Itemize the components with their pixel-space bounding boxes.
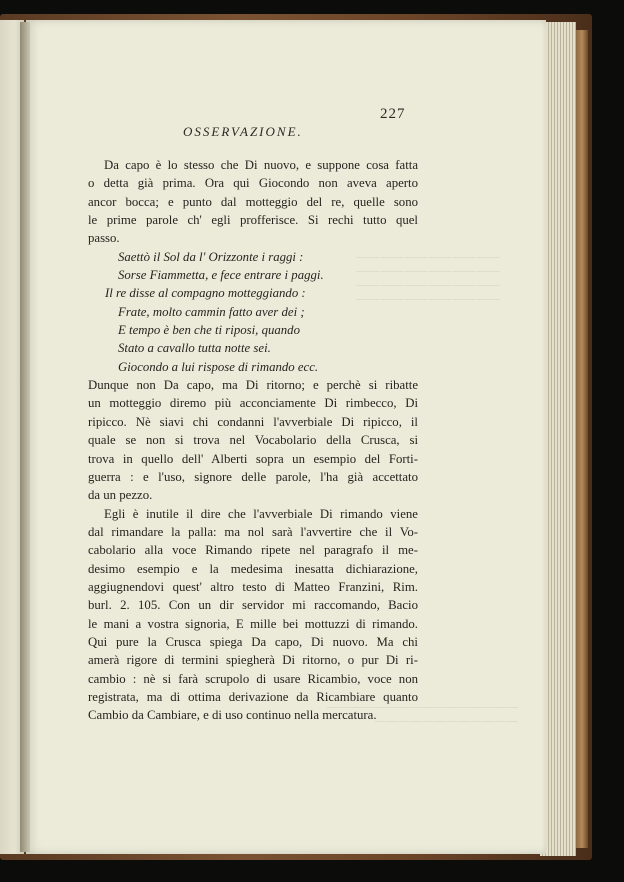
cover-edge	[576, 30, 588, 848]
verse-line: Saettò il Sol da l' Orizzonte i raggi :	[118, 249, 304, 264]
verse-line: Sorse Fiammetta, e fece entrare i paggi.	[118, 268, 324, 283]
paragraph-3-line: le mani a vostra signoria, E mille bei mottuzzi di rimando.	[88, 616, 418, 631]
show-through-text-bottom: ———————————————— ————————————	[326, 700, 518, 728]
paragraph-3-line: amerà rigore di termini spiegherà Di ritorno, o pur Di ri-	[88, 653, 418, 668]
paragraph-3-line: Cambio da Cambiare, e di uso continuo nella mercatura.	[88, 708, 377, 723]
verse-line: Il re disse al compagno motteggiando :	[105, 286, 306, 301]
paragraph-3-line: aggiugnendovi quest' altro testo di Matteo Franzini, Rim.	[88, 579, 418, 594]
paragraph-3-line: cambio : nè si farà scrupolo di usare Ricambio, voce non	[88, 671, 418, 686]
section-heading: OSSERVAZIONE.	[183, 124, 303, 139]
body-text	[88, 156, 418, 725]
verse-line: E tempo è ben che ti riposi, quando	[118, 323, 300, 338]
paragraph-1-line: le prime parole ch' egli profferisce. Si rechi tutto quel	[88, 213, 418, 228]
paragraph-2-line: Dunque non Da capo, ma Di ritorno; e perchè si ribatte	[88, 378, 418, 393]
paragraph-1-line: ancor bocca; e punto dal motteggio del re, quelle sono	[88, 194, 418, 209]
verse-line: Stato a cavallo tutta notte sei.	[118, 341, 271, 356]
paragraph-3-line: Qui pure la Crusca spiega Da capo, Di nuovo. Ma chi	[88, 634, 418, 649]
paragraph-3-line: Egli è inutile il dire che l'avverbiale Di rimando viene	[104, 506, 418, 521]
paragraph-2-line: quale se non si trova nel Vocabolario della Crusca, si	[88, 433, 418, 448]
paragraph-3-line: desimo esempio e la medesima inesatta dichiarazione,	[88, 561, 418, 576]
paragraph-2-line: da un pezzo.	[88, 488, 153, 503]
paragraph-2-line: ripicco. Nè siavi chi condanni l'avverbiale Di ripicco, il	[88, 414, 418, 429]
paragraph-3-line: burl. 2. 105. Con un dir servidor mi raccomando, Bacio	[88, 598, 418, 613]
paragraph-2-line: trova in quello dell' Alberti sopra un esempio del Forti-	[88, 451, 418, 466]
show-through-text: ———————————— ———————————— ———————————— ————————————	[356, 250, 500, 306]
paragraph-3-line: registrata, ma di ottima derivazione da Ricambiare quanto	[88, 689, 418, 704]
page-gutter	[20, 22, 30, 852]
paragraph-2-line: un motteggio diremo più acconciamente Di rimbecco, Di	[88, 396, 418, 411]
paragraph-3-line: cabolario alla voce Rimando ripete nel paragrafo il me-	[88, 543, 418, 558]
verse-line: Giocondo a lui rispose di rimando ecc.	[118, 359, 319, 374]
paragraph-3-line: dal rimandare la palla: ma nol sarà l'avvertire che il Vo-	[88, 524, 418, 539]
paragraph-1-line: Da capo è lo stesso che Di nuovo, e suppone cosa fatta	[104, 158, 418, 172]
verse-line: Frate, molto cammin fatto aver dei ;	[118, 304, 305, 319]
paragraph-2-line: guerra : e l'uso, signore delle parole, l'ha già accettato	[88, 469, 418, 484]
paragraph-1-line: passo.	[88, 231, 120, 246]
page-number: 227	[380, 106, 406, 122]
paragraph-1-line: o detta già prima. Ora qui Giocondo non aveva aperto	[88, 176, 418, 191]
